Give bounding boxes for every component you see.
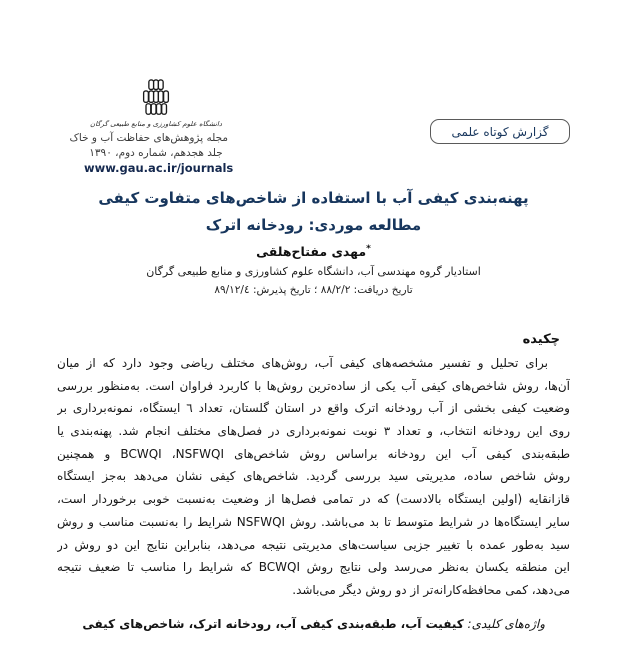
article-type-badge — [430, 119, 570, 144]
abstract-line: این منطقه یکسان به‌نظر می‌رسد ولی نتایج روش BCWQI که شرایط را مناسب تا ضعیف نتیجه — [57, 560, 570, 575]
abstract-line: روی این رودخانه انتخاب، و تعداد ٣ نوبت نمونه‌برداری در فصل‌های مختلف انجام شد. پهنه‌بندی یا — [57, 424, 570, 439]
author-footnote-marker: * — [366, 244, 371, 254]
keywords-label: واژه‌های کلیدی: — [467, 617, 545, 631]
author-name-text: مهدی مفتاح‌هلقی — [256, 244, 367, 260]
author-name — [0, 244, 627, 259]
abstract-line: روش شاخص ساده، مدیریتی سید بررسی گردید. شاخص‌های کیفی نشان می‌دهد به‌جز ایستگاه — [57, 469, 570, 484]
abstract-line: وضعیت کیفی بخشی از آب رودخانه اترک واقع در استان گلستان، تعداد ٦ ایستگاه، نمونه‌برداری بر — [57, 401, 570, 416]
keywords-line — [57, 617, 570, 631]
journal-website-url: www.gau.ac.ir/journals — [84, 161, 234, 175]
university-name-calligraphy: دانشگاه علوم کشاورزی و منابع طبیعی گرگان — [90, 120, 222, 128]
abstract-line: طبقه‌بندی کیفی آب این رودخانه براساس روش شاخص‌های NSFWQI‏، BCWQI و همچنین — [57, 446, 570, 461]
abstract-line: می‌دهد، کمی محافظه‌کارانه‌تر از دو روش دیگر می‌باشد. — [292, 582, 570, 597]
article-type-label: گزارش کوتاه علمی — [451, 124, 549, 139]
journal-name: مجله پژوهش‌های حفاظت آب و خاک — [69, 132, 228, 144]
volume-issue-year: جلد هجدهم، شماره دوم، ١٣٩٠ — [89, 147, 223, 159]
author-block — [0, 244, 627, 296]
journal-masthead — [69, 79, 234, 175]
abstract-paragraph — [57, 352, 570, 602]
university-logo-icon — [133, 79, 179, 119]
abstract-line: سید به‌طور عمده با تغییر جزیی سیاست‌های مدیریتی نتیجه می‌دهد، بنابراین نتایج این دو روش در — [57, 537, 570, 552]
abstract-heading: چکیده — [522, 332, 560, 347]
abstract-line: آن‌ها، روش شاخص‌های کیفی آب یکی از ساده‌ترین روش‌ها با کاربرد فراوان است. به‌منظور بررسی — [57, 378, 570, 393]
author-affiliation: استادیار گروه مهندسی آب، دانشگاه علوم کشاورزی و منابع طبیعی گرگان — [146, 265, 481, 279]
abstract-line: قازانقایه (اولین ایستگاه بالادست) که در تمامی فصل‌ها از وضعیت به‌نسبت خوبی برخوردار است، — [57, 492, 570, 507]
abstract-line: سایر ایستگاه‌ها در شرایط متوسط تا بد می‌باشد. روش NSFWQI شرایط را به‌نسبت مناسب و روش — [57, 514, 570, 529]
article-title — [0, 185, 627, 239]
article-title-line1: پهنه‌بندی کیفی آب با استفاده از شاخص‌های متفاوت کیفی — [98, 189, 529, 207]
abstract-line: برای تحلیل و تفسیر مشخصه‌های کیفی آب، روش‌های مختلف ریاضی وجود دارد که از میان — [57, 356, 548, 370]
article-title-line2: مطالعه موردی: رودخانه اترک — [205, 216, 422, 234]
keywords-text: کیفیت آب، طبقه‌بندی کیفی آب، رودخانه اترک، شاخص‌های کیفی — [82, 617, 464, 631]
received-accepted-dates: تاریخ دریافت: ٨٨/٢/٢ ؛ تاریخ پذیرش: ٨٩/١٢/٤ — [214, 284, 413, 297]
